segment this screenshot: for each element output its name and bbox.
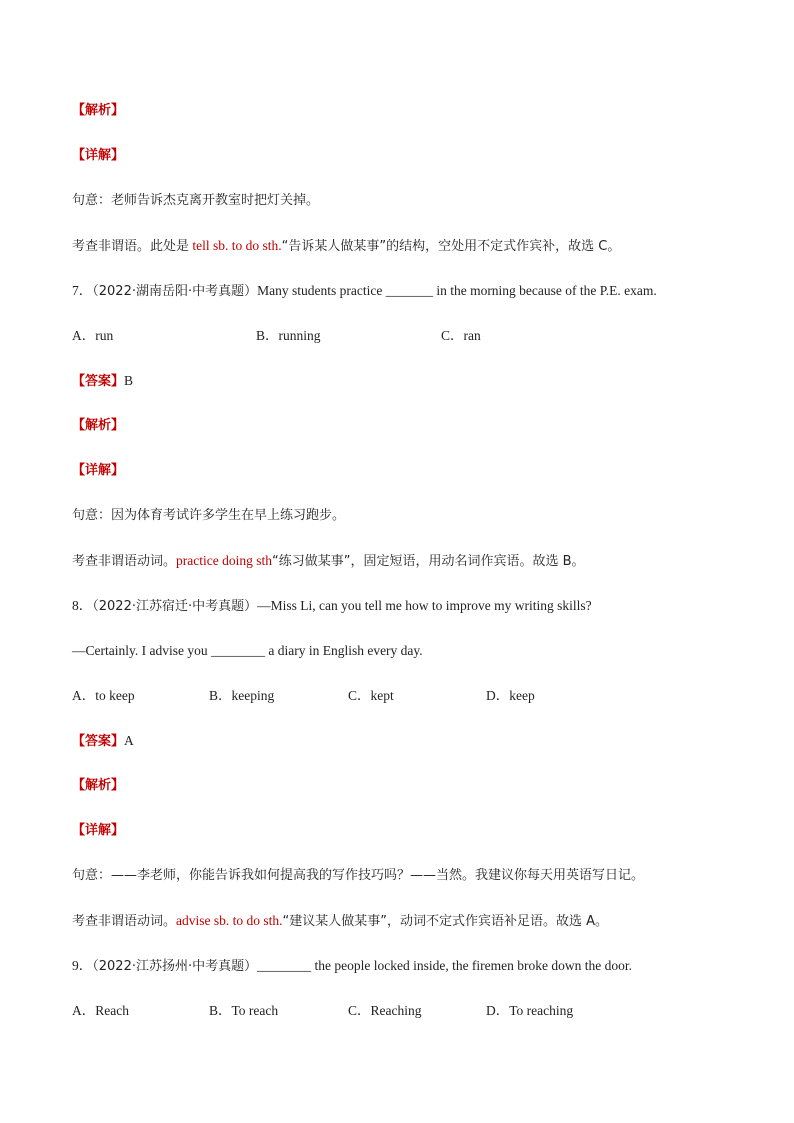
analysis-tag: 【解析】 [72, 103, 125, 118]
detail-tag: 【详解】 [72, 823, 125, 838]
q7-option-c[interactable]: C．ran [441, 328, 481, 343]
q8-exp-en: advise sb. to do sth. [176, 913, 283, 928]
q6-explanation [72, 237, 620, 256]
answer-tag: 【答案】 [72, 374, 125, 389]
q8-answer [72, 732, 134, 751]
q8-source: （2022·江苏宿迁·中考真题） [92, 599, 258, 614]
q7-explanation [72, 552, 585, 571]
q8-number: 8． [72, 598, 93, 613]
q6-meaning: 句意：老师告诉杰克离开教室时把灯关掉。 [72, 193, 320, 208]
q8-text: —Miss Li, can you tell me how to improve my writing skills? [257, 598, 592, 613]
q7-answer [72, 372, 133, 391]
q9-option-a[interactable]: A．Reach [72, 1003, 129, 1018]
analysis-tag: 【解析】 [72, 778, 125, 793]
q9-option-c[interactable]: C．Reaching [348, 1003, 422, 1018]
q8-meaning: 句意：——李老师，你能告诉我如何提高我的写作技巧吗？——当然。我建议你每天用英语写日记。 [72, 868, 645, 883]
q9-stem [72, 957, 632, 976]
q7-number: 7． [72, 283, 93, 298]
q7-source: （2022·湖南岳阳·中考真题） [92, 284, 258, 299]
q8-exp-prefix: 考查非谓语动词。 [72, 914, 177, 929]
q6-exp-prefix: 考查非谓语。此处是 [72, 239, 190, 254]
q7-option-b[interactable]: B．running [256, 328, 321, 343]
q7-exp-suffix: “练习做某事”，固定短语，用动名词作宾语。故选 B。 [272, 554, 585, 569]
q8-option-c[interactable]: C．kept [348, 688, 394, 703]
q8-option-d[interactable]: D．keep [486, 688, 535, 703]
q8-exp-suffix: “建议某人做某事”，动词不定式作宾语补足语。故选 A。 [282, 914, 609, 929]
q9-option-b[interactable]: B．To reach [209, 1003, 279, 1018]
q8-explanation [72, 912, 608, 931]
q8-option-a[interactable]: A．to keep [72, 688, 135, 703]
q8-answer-value: A [124, 733, 134, 748]
q7-exp-prefix: 考查非谓语动词。 [72, 554, 177, 569]
q8-stem [72, 597, 592, 616]
q8-option-b[interactable]: B．keeping [209, 688, 275, 703]
q9-source: （2022·江苏扬州·中考真题） [92, 959, 258, 974]
q9-number: 9． [72, 958, 93, 973]
q9-option-d[interactable]: D．To reaching [486, 1003, 574, 1018]
analysis-tag: 【解析】 [72, 418, 125, 433]
q6-exp-suffix: “告诉某人做某事”的结构，空处用不定式作宾补，故选 C。 [281, 239, 621, 254]
q7-meaning: 句意：因为体育考试许多学生在早上练习跑步。 [72, 508, 346, 523]
detail-tag: 【详解】 [72, 463, 125, 478]
q7-answer-value: B [124, 373, 134, 388]
q9-text: ________ the people locked inside, the firemen broke down the door. [257, 958, 633, 973]
answer-tag: 【答案】 [72, 734, 125, 749]
detail-tag: 【详解】 [72, 148, 125, 163]
q7-exp-en: practice doing sth [176, 553, 272, 568]
q7-text: Many students practice _______ in the morning because of the P.E. exam. [257, 283, 657, 298]
q6-exp-en: tell sb. to do sth. [189, 238, 282, 253]
q8-stem-2: —Certainly. I advise you ________ a diary in English every day. [72, 643, 423, 658]
q7-stem [72, 282, 657, 301]
q7-option-a[interactable]: A．run [72, 328, 114, 343]
